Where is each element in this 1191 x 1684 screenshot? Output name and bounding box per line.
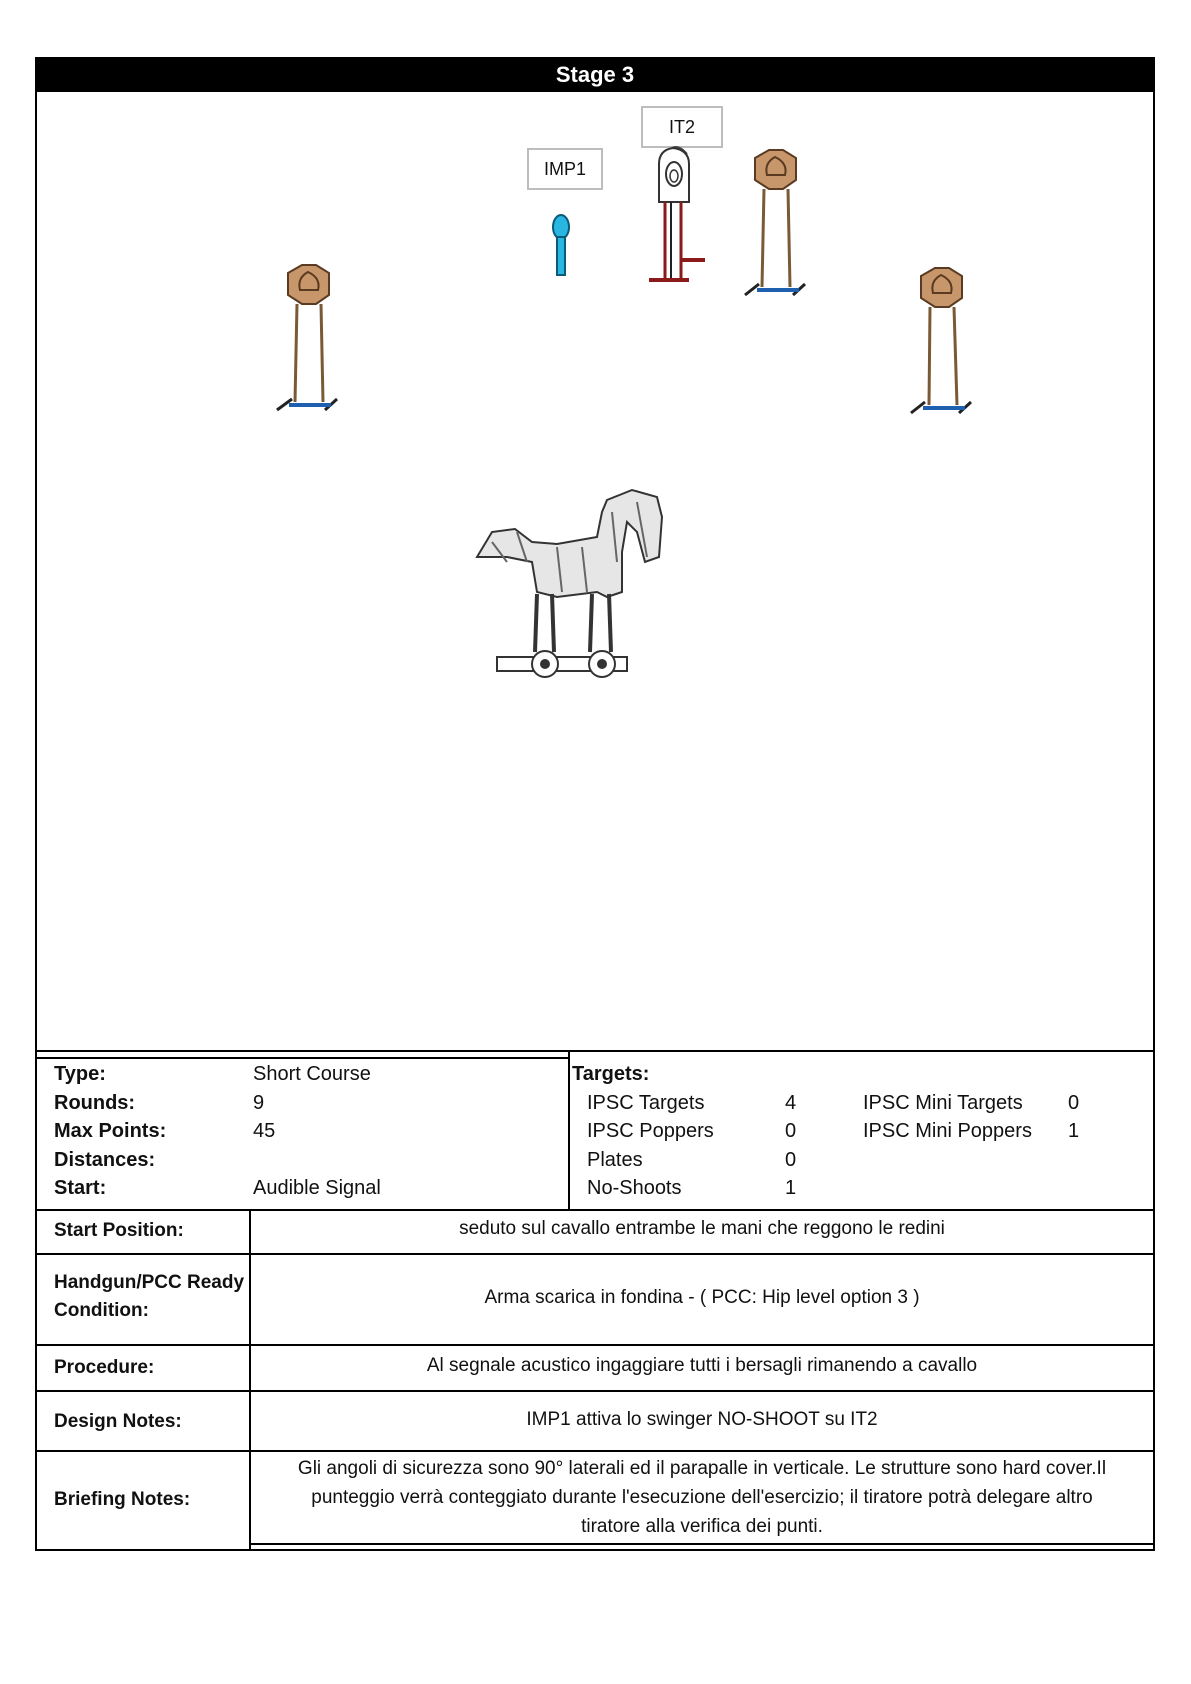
procedure-text: Al segnale acustico ingaggiare tutti i bersagli rimanendo a cavallo [426, 1355, 978, 1376]
mini-targets-label: IPSC Mini Targets [863, 1092, 1023, 1114]
ipsc-targets-label: IPSC Targets [587, 1092, 705, 1114]
divider-row-4 [35, 1450, 1155, 1452]
briefing-notes-label: Briefing Notes: [54, 1489, 191, 1510]
stage-diagram [37, 92, 1153, 1052]
ready-label-line2: Condition: [54, 1300, 149, 1321]
design-notes-label: Design Notes: [54, 1411, 182, 1432]
divider-top-double-1 [35, 1050, 1155, 1052]
start-label: Start: [54, 1177, 107, 1199]
no-shoots-label: No-Shoots [587, 1177, 682, 1199]
briefing-notes-line2: punteggio verrà conteggiato durante l'esecuzione dell'esercizio; il tiratore potrà delegare altro [311, 1487, 1093, 1508]
divider-top-double-2 [35, 1057, 570, 1059]
max-points-label: Max Points: [54, 1120, 167, 1142]
rounds-label: Rounds: [54, 1092, 136, 1114]
imp1-label: IMP1 [527, 148, 603, 190]
diagram-drawing [37, 92, 1153, 1052]
ipsc-poppers-value: 0 [785, 1120, 797, 1142]
steel-target-right [911, 268, 971, 413]
divider-info-vertical [568, 1050, 570, 1210]
swinger-it2 [649, 147, 705, 280]
steel-target-top [745, 150, 805, 295]
ipsc-poppers-label: IPSC Poppers [587, 1120, 714, 1142]
targets-title: Targets: [572, 1063, 650, 1085]
it2-label: IT2 [641, 106, 723, 148]
plates-value: 0 [785, 1149, 797, 1171]
distances-label: Distances: [54, 1149, 156, 1171]
stage-title: Stage 3 [35, 57, 1155, 92]
steel-target-left [277, 265, 337, 410]
divider-row-1 [35, 1253, 1155, 1255]
briefing-notes-line1: Gli angoli di sicurezza sono 90° laterali ed il parapalle in verticale. Le strutture sono hard cover.Il [297, 1458, 1107, 1479]
design-notes-text: IMP1 attiva lo swinger NO-SHOOT su IT2 [526, 1409, 878, 1430]
procedure-label: Procedure: [54, 1357, 155, 1378]
divider-row-3 [35, 1390, 1155, 1392]
activator-imp1 [553, 215, 569, 275]
divider-row-5 [249, 1543, 1155, 1545]
mini-targets-value: 0 [1068, 1092, 1080, 1114]
start-value: Audible Signal [253, 1177, 381, 1199]
plates-label: Plates [587, 1149, 643, 1171]
divider-info-bottom [35, 1209, 1155, 1211]
start-position-label: Start Position: [54, 1220, 184, 1241]
ready-label-line1: Handgun/PCC Ready [54, 1272, 245, 1293]
mini-poppers-label: IPSC Mini Poppers [863, 1120, 1032, 1142]
no-shoots-value: 1 [785, 1177, 797, 1199]
max-points-value: 45 [253, 1120, 276, 1142]
wooden-horse [477, 490, 662, 677]
ipsc-targets-value: 4 [785, 1092, 797, 1114]
mini-poppers-value: 1 [1068, 1120, 1080, 1142]
ready-condition-text: Arma scarica in fondina - ( PCC: Hip level option 3 ) [484, 1287, 920, 1308]
divider-row-2 [35, 1344, 1155, 1346]
briefing-notes-line3: tiratore alla verifica dei punti. [581, 1516, 823, 1537]
start-position-text: seduto sul cavallo entrambe le mani che reggono le redini [459, 1218, 945, 1239]
rounds-value: 9 [253, 1092, 265, 1114]
type-label: Type: [54, 1063, 106, 1085]
type-value: Short Course [253, 1063, 371, 1085]
